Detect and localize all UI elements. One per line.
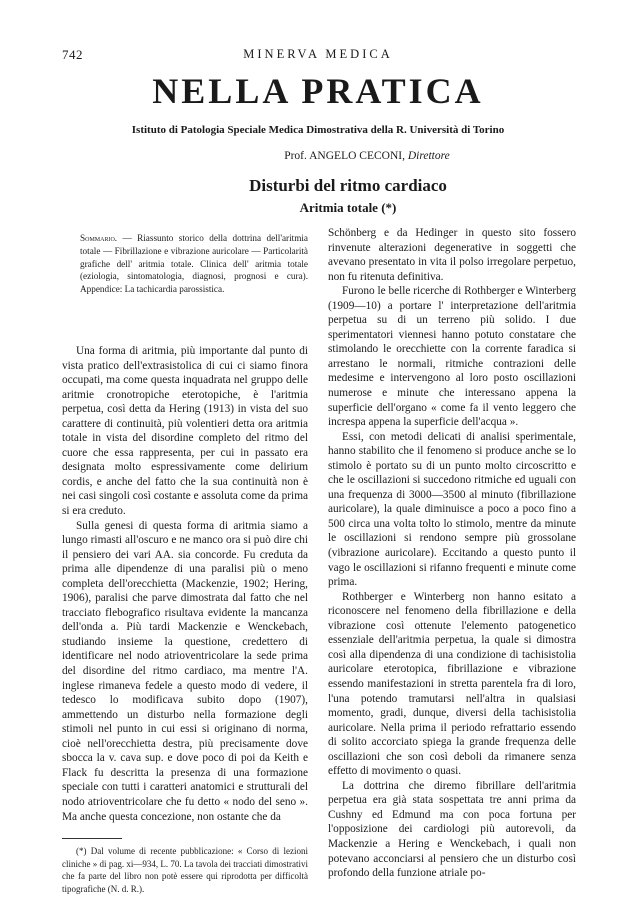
director-role: Direttore [407, 150, 450, 162]
article-subtitle: Aritmia totale (*) [299, 200, 397, 215]
body-paragraph: La dottrina che diremo fibrillare dell'aritmia perpetua era già stata sospettata tre anni prima da Cushny ed Edmund ma con poca fortuna per l'opposizione dei cardiologi più autorevoli, da Mackenzie a Hering e Wenckebach, i quali non potevano acconciarsi al pensiero che un disturbo così profondo della funzione atriale po- [328, 779, 576, 880]
body-paragraph: Rothberger e Winterberg non hanno esitato a riconoscere nel fenomeno della fibrillazione e della vibrazione così ottenute l'elemento patogenetico essenziale dell'aritmia perpetua, la quale si dimostra così alla dipendenza di una condizione di tachisistolia auricolare eterotopica, fibrillazione e vibrazione essendo manifestazioni in stretta parentela fra di loro, l'una potendo tramutarsi nell'altra in qualsiasi momento, gradi, dunque, diversi della tachisistolia auricolare. Nella prima il periodo refrattario essendo di solito accorciato spiega la grande frequenza delle oscillazioni che son così deboli da rimanere senza effetto di movimento o quasi. [328, 590, 576, 778]
section-title: NELLA PRATICA [152, 71, 484, 111]
footnote: (*) Dal volume di recente pubblicazione: « Corso di lezioni cliniche » di pag. xi—934, L. 70. La tavola dei tracciati dimostrativi che fa parte del libro non potè essere qui riprodotta per difficoltà tipografiche (N. d. R.). [62, 846, 308, 894]
body-paragraph: Una forma di aritmia, più importante dal punto di vista pratico dell'extrasistolica di cui ci siamo finora occupati, ma come questa inquadrata nel gruppo delle aritmie cronotropiche eterotopiche, è l'aritmia perpetua, così detta da Hering (1913) in vista del suo carattere di continuità, più volentieri detta ora aritmia totale in vista del disordine completo del ritmo del cuore che essa rappresenta, per cui in passato era designata molto espressivamente come delirium cordis, e anche del fatto che la sua continuità non è nei casi singoli così costante e assoluta come da prima si era creduto. [62, 345, 308, 518]
body-paragraph: Schönberg e da Hedinger in questo sito fossero rinvenute alterazioni degenerative in soggetti che avevano presentato in vita il polso irregolare perpetuo, non fu ritenuta definitiva. [328, 227, 576, 283]
summary-label: Sommario. [80, 233, 118, 243]
summary-text: — Riassunto storico della dottrina dell'aritmia totale — Fibrillazione e vibrazione auricolare — Particolarità grafiche dell' aritmia totale. Clinica dell' aritmia totale (eziologia, sintomatologia, diagnosi, prognosi e cura). Appendice: La tachicardia parossistica. [80, 233, 308, 295]
summary [62, 232, 308, 344]
article-title: Disturbi del ritmo cardiaco [249, 176, 447, 195]
footnote-separator [62, 838, 122, 839]
left-body [62, 344, 308, 824]
body-paragraph: Furono le belle ricerche di Rothberger e Winterberg (1909—10) a portare l' interpretazione dell'aritmia perpetua su di un terreno più solido. I due sperimentatori viennesi hanno potuto constatare che stimolando le orecchiette con la corrente faradica si arrestano le normali, ritmiche contrazioni delle medesime e intervengono al loro posto oscillazioni numerose e minute che interessano appena la superficie dell'organo « come fa il vento leggero che increspa appena la superficie dell'acqua ». [328, 285, 576, 429]
left-column [62, 226, 308, 895]
institute-line: Istituto di Patologia Speciale Medica Dimostrativa della R. Università di Torino [131, 124, 505, 136]
body-paragraph: Sulla genesi di questa forma di aritmia siamo a lungo rimasti all'oscuro e ne manco ora si può dire chi il pensiero dei vari AA. sia concorde. Fu creduta da prima alle dipendenze di una paralisi più o meno completa dell'orecchietta (Mackenzie, 1902; Hering, 1906), paralisi che parve dimostrata dal fatto che nel tracciato flebografico risultava evidente la mancanza dell'onda a. Più tardi Mackenzie e Wenckebach, studiando insieme la questione, credettero di identificare nel nodo atrioventricolare la sede prima del disordine del ritmo cardiaco, ma mentre l'A. inglese rimaneva fedele a questo modo di vedere, il tedesco lo modificava subito dopo (1907), ammettendo un disturbo nella formazione degli stimoli nel punto in cui essi si originano di norma, cioè nell'orecchietta destra, più precisamente dove sbocca la v. cava sup. e dove poco di poi da Keith e Flack fu descritta la presenza di una formazione speciale con tutti i caratteri anatomici e strutturali del nodo atrioventricolare che fu detto « nodo del seno ». Ma anche questa concezione, non ostante che da [62, 519, 308, 823]
right-column [328, 226, 576, 881]
running-head: MINERVA MEDICA [243, 47, 393, 61]
director-line [0, 150, 636, 162]
director-name: Prof. ANGELO CECONI, [284, 150, 405, 162]
page-number: 742 [62, 47, 83, 62]
body-paragraph: Essi, con metodi delicati di analisi sperimentale, hanno stabilito che il fenomeno si produce anche se lo stimolo è portato su di un punto molto circoscritto e che le oscillazioni si succedono ritmiche ed uguali con una frequenza di 3000—3500 al minuto (fibrillazione auricolare), la quale diminuisce a poco a poco fino a 500 circa una volta tolto lo stimolo, mentre da minute le oscillazioni si rendono sempre più grossolane (vibrazione auricolare). Eccitando a questo punto il vago le oscillazioni si rifanno frequenti e minute come prima. [328, 430, 576, 589]
